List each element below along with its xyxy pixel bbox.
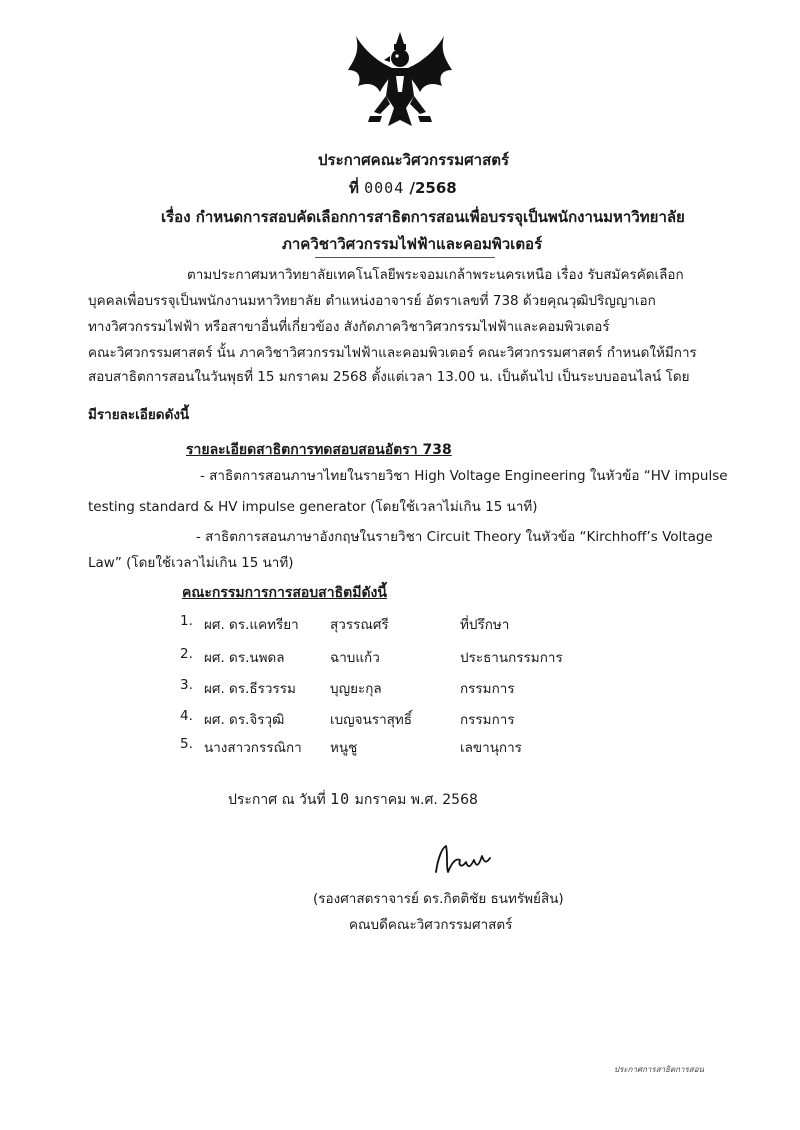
number-year: /2568 [409, 179, 457, 197]
department-line: ภาควิชาวิศวกรรมไฟฟ้าและคอมพิวเตอร์ [282, 235, 543, 253]
announcement-date [228, 788, 478, 811]
committee-row-surname: หนูชู [330, 740, 358, 756]
committee-row-surname: บุญยะกุล [330, 681, 382, 697]
body-line-4: คณะวิศวกรรมศาสตร์ นั้น ภาควิชาวิศวกรรมไฟฟ้าและคอมพิวเตอร์ คณะวิศวกรรมศาสตร์ กำหนดให้มีการ [88, 345, 697, 361]
committee-row-name: ผศ. ดร.จิรวุฒิ [204, 712, 285, 728]
body-line-3: ทางวิศวกรรมไฟฟ้า หรือสาขาอื่นที่เกี่ยวข้อง สังกัดภาควิชาวิศวกรรมไฟฟ้าและคอมพิวเตอร์ [88, 319, 610, 335]
committee-row-name: ผศ. ดร.แคทรียา [204, 617, 299, 633]
committee-row-name: ผศ. ดร.นพดล [204, 650, 285, 666]
committee-row-role: กรรมการ [460, 681, 515, 697]
committee-row [180, 736, 580, 758]
header-divider [315, 257, 495, 258]
announcement-title: ประกาศคณะวิศวกรรมศาสตร์ [318, 151, 510, 169]
signatory-name: (รองศาสตราจารย์ ดร.กิตติชัย ธนทรัพย์สิน) [313, 891, 564, 907]
details-item-2-line-1: - สาธิตการสอนภาษาอังกฤษในรายวิชา Circuit Theory ในหัวข้อ “Kirchhoff’s Voltage [196, 529, 713, 545]
committee-row-number: 5. [180, 736, 193, 752]
number-prefix: ที่ [349, 179, 359, 197]
committee-row [180, 708, 580, 730]
committee-row [180, 646, 580, 668]
committee-row-role: เลขานุการ [460, 740, 522, 756]
committee-row-number: 4. [180, 708, 193, 724]
body-line-2: บุคคลเพื่อบรรจุเป็นพนักงานมหาวิทยาลัย ตำแหน่งอาจารย์ อัตราเลขที่ 738 ด้วยคุณวุฒิปริญญาเอก [88, 293, 656, 309]
committee-row-surname: ฉาบแก้ว [330, 650, 380, 666]
signatory-position: คณบดีคณะวิศวกรรมศาสตร์ [349, 917, 513, 933]
committee-row-number: 1. [180, 613, 193, 629]
page-footer-note: ประกาศการสาธิตการสอน [614, 1065, 704, 1074]
committee-row [180, 613, 580, 635]
details-item-1-line-2: testing standard & HV impulse generator (โดยใช้เวลาไม่เกิน 15 นาที) [88, 499, 538, 515]
committee-row-number: 3. [180, 677, 193, 693]
date-prefix: ประกาศ ณ วันที่ [228, 792, 326, 808]
body-line-5: สอบสาธิตการสอนในวันพุธที่ 15 มกราคม 2568 ตั้งแต่เวลา 13.00 น. เป็นต้นไป เป็นระบบออนไลน์ โดย [88, 369, 690, 385]
committee-row-role: ประธานกรรมการ [460, 650, 563, 666]
committee-row-number: 2. [180, 646, 193, 662]
committee-heading: คณะกรรมการการสอบสาธิตมีดังนี้ [182, 585, 387, 601]
committee-row-name: ผศ. ดร.ธีรวรรม [204, 681, 296, 697]
details-item-2-line-2: Law” (โดยใช้เวลาไม่เกิน 15 นาที) [88, 555, 294, 571]
details-item-1-line-1: - สาธิตการสอนภาษาไทยในรายวิชา High Voltage Engineering ในหัวข้อ “HV impulse [200, 468, 728, 484]
handwritten-signature [432, 842, 492, 878]
subject-line: เรื่อง กำหนดการสอบคัดเลือกการสาธิตการสอนเพื่อบรรจุเป็นพนักงานมหาวิทยาลัย [161, 208, 685, 226]
announcement-number [349, 176, 457, 200]
committee-row [180, 677, 580, 699]
committee-row-name: นางสาวกรรณิกา [204, 740, 302, 756]
committee-row-surname: สุวรรณศรี [330, 617, 389, 633]
committee-row-role: ที่ปรึกษา [460, 617, 510, 633]
date-day-handwritten: 10 [330, 790, 351, 808]
body-line-1: ตามประกาศมหาวิทยาลัยเทคโนโลยีพระจอมเกล้าพระนครเหนือ เรื่อง รับสมัครคัดเลือก [187, 267, 684, 283]
date-month-year: มกราคม พ.ศ. 2568 [354, 792, 478, 808]
number-handwritten: 0004 [364, 179, 405, 197]
body-line-7: มีรายละเอียดดังนี้ [88, 407, 190, 423]
committee-row-role: กรรมการ [460, 712, 515, 728]
garuda-emblem-icon [340, 26, 460, 136]
committee-row-surname: เบญจนราสุทธิ์ [330, 712, 413, 728]
details-heading: รายละเอียดสาธิตการทดสอบสอนอัตรา 738 [186, 442, 452, 458]
